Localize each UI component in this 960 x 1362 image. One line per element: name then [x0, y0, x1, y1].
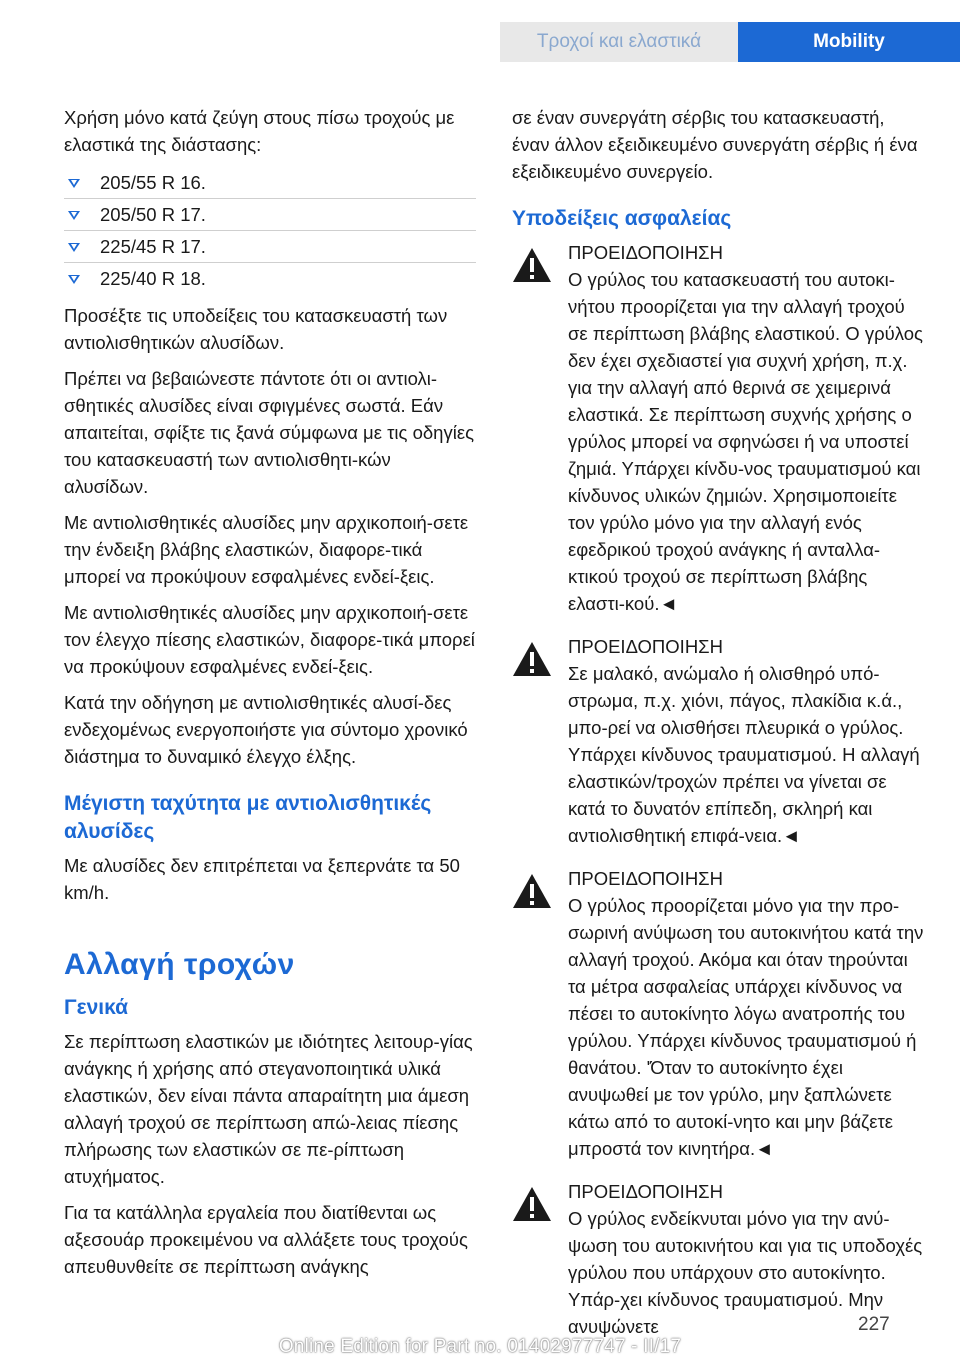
paragraph: Προσέξτε τις υποδείξεις του κατασκευαστή των αντιολισθητικών αλυσίδων.: [64, 305, 448, 353]
warning-triangle-icon: [512, 641, 552, 677]
page-number: 227: [858, 1314, 890, 1335]
warning-block: [512, 239, 926, 617]
warning-text: Σε μαλακό, ανώμαλο ή ολισθηρό υπό‐στρωμα, π.χ. χιόνι, πάγος, πλακίδια κ.ά., μπο‐ρεί να ολισθήσει πλευρικά ο γρύλος. Υπάρχει κίνδυνος τραυματισμού. Η αλλαγή ελαστικών/τροχών πρέπει να γίνεται σε κατά το δυνατόν επίπεδη, σκληρή και αντιολισθητική επιφά‐νεια.◄: [568, 663, 920, 846]
warning-text: Ο γρύλος προορίζεται μόνο για την προ‐σωρινή ανύψωση του αυτοκινήτου κατά την αλλαγή τροχού. Ακόμα και όταν τηρούνται τα μέτρα ασφαλείας υπάρχει κίνδυνος να πέσει το αυτοκίνητο λόγω ανατροπής του γρύλου. Υπάρχει κίνδυνος τραυματισμού ή θανάτου. 'Όταν το αυτοκίνητο έχει ανυψωθεί με τον γρύλο, μην ξαπλώνετε κάτω από το αυτοκί‐νητο και μην βάζετε μπροστά τον κινητήρα.◄: [568, 895, 924, 1159]
section-tab: Τροχοί και ελαστικά: [500, 22, 738, 62]
warning-title: ΠΡΟΕΙΔΟΠΟΙΗΣΗ: [568, 868, 723, 889]
paragraph: Για τα κατάλληλα εργαλεία που διατίθενται ως αξεσουάρ προκειμένου να αλλάξετε τους τροχούς απευθυνθείτε σε περίπτωση ανάγκης: [64, 1202, 468, 1277]
warning-title: ΠΡΟΕΙΔΟΠΟΙΗΣΗ: [568, 242, 723, 263]
bullet-triangle-icon: [68, 179, 80, 188]
left-column: [64, 104, 476, 1289]
safety-heading: Υποδείξεις ασφαλείας: [512, 207, 732, 230]
right-column: [512, 104, 926, 1356]
list-item: 205/55 R 16.: [64, 167, 476, 199]
list-item: 225/40 R 18.: [64, 263, 476, 294]
warning-title: ΠΡΟΕΙΔΟΠΟΙΗΣΗ: [568, 1181, 723, 1202]
warning-block: [512, 633, 926, 849]
warning-triangle-icon: [512, 1186, 552, 1222]
chapter-tab: Mobility: [738, 22, 960, 62]
paragraph: Με αντιολισθητικές αλυσίδες μην αρχικοποιή‐σετε την ένδειξη βλάβης ελαστικών, διαφορε‐τικά μπορεί να προκύψουν εσφαλμένες ενδεί‐ξεις.: [64, 512, 469, 587]
bullet-triangle-icon: [68, 211, 80, 220]
bullet-triangle-icon: [68, 243, 80, 252]
warning-block: [512, 865, 926, 1162]
paragraph: Κατά την οδήγηση με αντιολισθητικές αλυσί‐δες ενδεχομένως ενεργοποιήστε για σύντομο χρονικό διάστημα το δυναμικό έλεγχο έλξης.: [64, 692, 468, 767]
warning-text: Ο γρύλος ενδείκνυται μόνο για την ανύ‐ψωση του αυτοκινήτου και για τις υποδοχές γρύλου που υπάρχουν στο αυτοκίνητο. Υπάρ‐χει κίνδυνος τραυματισμού. Μην ανυψώνετε: [568, 1208, 923, 1337]
warning-text: Ο γρύλος του κατασκευαστή του αυτοκι‐νήτου προορίζεται για την αλλαγή τροχού σε περίπτωση βλάβης ελαστικού. Ο γρύλος δεν έχει σχεδιαστεί για συχνή χρήση, π.χ. για την αλλαγή από θερινά σε χειμερινά ελαστικά. Σε περίπτωση συχνής χρήσης ο γρύλος μπορεί να σφηνώσει ή να υποστεί ζημιά. Υπάρχει κίνδυ‐νος τραυματισμού και κίνδυνος υλικών ζημιών. Χρησιμοποιείτε τον γρύλο μόνο για την αλλαγή ενός εφεδρικού τροχού ανάγκης ή ανταλλα‐κτικού τροχού σε περίπτωση βλάβης ελαστι‐κού.◄: [568, 269, 923, 614]
paragraph: Πρέπει να βεβαιώνεστε πάντοτε ότι οι αντιολι‐σθητικές αλυσίδες είναι σφιγμένες σωστά. Εάν απαιτείται, σφίξτε τις ξανά σύμφωνα με τις οδηγίες του κατασκευαστή των αντιολισθητι‐κών αλυσίδων.: [64, 368, 474, 497]
list-item: 205/50 R 17.: [64, 199, 476, 231]
warning-triangle-icon: [512, 873, 552, 909]
edition-footer: Online Edition for Part no. 01402977747 - II/17: [278, 1336, 682, 1357]
speed-heading: Μέγιστη ταχύτητα με αντιολισθητικές αλυσίδες: [64, 792, 432, 843]
bullet-triangle-icon: [68, 275, 80, 284]
tire-size-list: [64, 167, 476, 294]
paragraph: Με αντιολισθητικές αλυσίδες μην αρχικοποιή‐σετε τον έλεγχο πίεσης ελαστικών, διαφορε‐τικά μπορεί να προκύψουν εσφαλμένες ενδεί‐ξεις.: [64, 602, 475, 677]
warning-title: ΠΡΟΕΙΔΟΠΟΙΗΣΗ: [568, 636, 723, 657]
change-wheels-heading: Αλλαγή τροχών: [64, 948, 295, 981]
page-header: [0, 0, 960, 62]
warning-triangle-icon: [512, 247, 552, 283]
intro-paragraph: Χρήση μόνο κατά ζεύγη στους πίσω τροχούς με ελαστικά της διάστασης:: [64, 107, 455, 155]
list-item: 225/45 R 17.: [64, 231, 476, 263]
continuation-paragraph: σε έναν συνεργάτη σέρβις του κατασκευαστή, έναν άλλον εξειδικευμένο συνεργάτη σέρβις ή ένα εξειδικευμένο συνεργείο.: [512, 107, 918, 182]
speed-paragraph: Με αλυσίδες δεν επιτρέπεται να ξεπερνάτε τα 50 km/h.: [64, 855, 460, 903]
paragraph: Σε περίπτωση ελαστικών με ιδιότητες λειτουρ‐γίας ανάγκης ή χρήσης από στεγανοποιητικά υλικά ελαστικών, δεν είναι πάντα απαραίτητη μια άμεση αλλαγή τροχού σε περίπτωση απώ‐λειας πίεσης πλήρωσης των ελαστικών σε πε‐ρίπτωση ατυχήματος.: [64, 1031, 473, 1187]
general-heading: Γενικά: [64, 996, 129, 1019]
